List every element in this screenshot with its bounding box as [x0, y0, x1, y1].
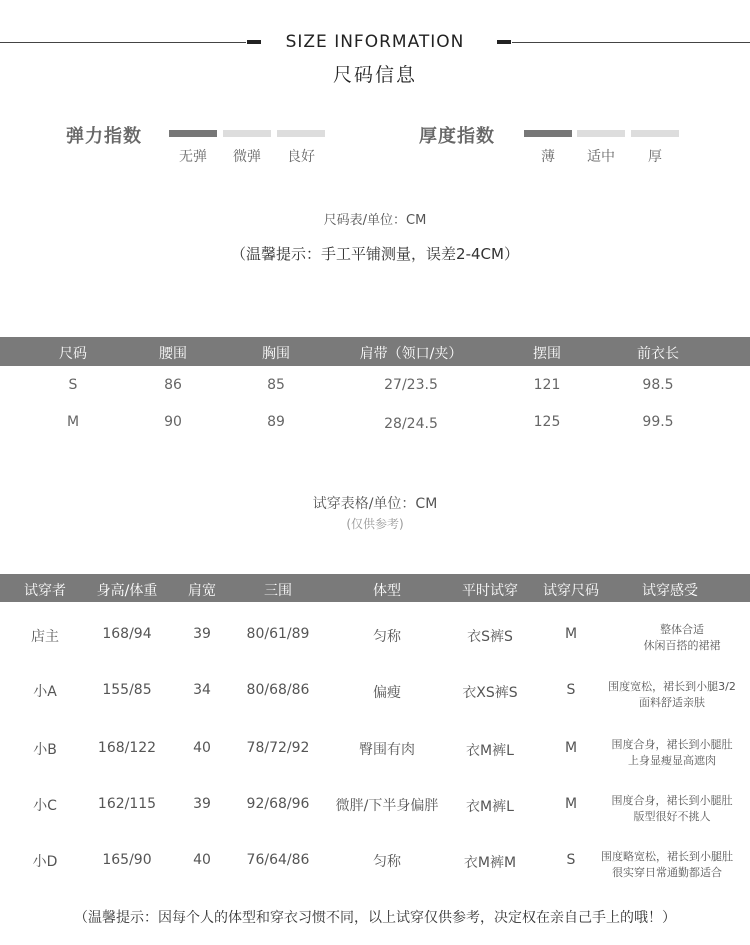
header-dash-right	[497, 40, 511, 44]
fit-cell: 80/68/86	[246, 682, 310, 698]
fit-cell: 偏瘦	[373, 685, 401, 701]
fit-feel-line: 围度合身，裙长到小腿肚	[611, 738, 733, 751]
thickness-bar-3	[631, 130, 679, 137]
fit-feel	[612, 793, 733, 825]
fit-cell: 衣XS裤S	[462, 685, 518, 701]
size-cell: 98.5	[642, 377, 674, 393]
fit-header-cell: 肩宽	[188, 583, 216, 599]
size-cell: 86	[164, 377, 182, 393]
fit-cell: 小C	[33, 798, 57, 814]
fit-cell: 匀称	[373, 854, 401, 870]
fit-cell: 40	[193, 852, 211, 868]
fit-header-cell: 身高/体重	[96, 583, 158, 599]
fit-cell: 168/94	[102, 626, 152, 642]
size-cell: M	[66, 414, 80, 430]
elasticity-option-3: 良好	[287, 149, 315, 165]
fit-cell: 40	[193, 740, 211, 756]
fit-cell: 小B	[33, 742, 57, 758]
thickness-option-1: 薄	[541, 149, 555, 165]
fit-cell: 39	[193, 626, 211, 642]
fit-cell: 衣S裤S	[467, 629, 513, 645]
fit-cell: 162/115	[97, 796, 157, 812]
size-cell: 85	[267, 377, 285, 393]
fit-feel-line: 休闲百搭的裙裙	[643, 639, 721, 652]
fit-table-row	[0, 622, 750, 656]
elasticity-option-1: 无弹	[179, 149, 207, 165]
fit-cell: 小D	[32, 854, 58, 870]
elasticity-bar-2	[223, 130, 271, 137]
fit-table-subtitle: (仅供参考)	[346, 517, 404, 531]
elasticity-bar-1	[169, 130, 217, 137]
footer-tip: （温馨提示：因每个人的体型和穿衣习惯不同，以上试穿仅供参考，决定权在亲自己手上的哦！）	[74, 910, 676, 926]
fit-cell: 衣M裤L	[466, 799, 514, 815]
fit-table-row	[0, 737, 750, 771]
elasticity-option-2: 微弹	[233, 149, 261, 165]
fit-table-row	[0, 679, 750, 713]
fit-cell: 小A	[33, 684, 57, 700]
fit-feel	[612, 737, 733, 769]
fit-feel-line: 围度略宽松，裙长到小腿肚	[601, 850, 733, 863]
header-rule-right	[512, 42, 750, 43]
fit-header-cell: 体型	[373, 583, 401, 599]
size-header-cell: 前衣长	[637, 346, 679, 362]
thickness-bar-2	[577, 130, 625, 137]
thickness-label: 厚度指数	[419, 126, 495, 147]
size-cell: 125	[533, 414, 561, 430]
fit-feel-line: 面料舒适亲肤	[638, 696, 705, 709]
fit-table-unit: 试穿表格/单位：CM	[312, 496, 438, 512]
fit-table-header	[0, 574, 750, 602]
title-en: SIZE INFORMATION	[285, 32, 465, 52]
fit-cell: 78/72/92	[246, 740, 310, 756]
size-header-cell: 腰围	[159, 346, 187, 362]
size-cell: 121	[533, 377, 561, 393]
size-cell: S	[68, 377, 78, 393]
size-header-cell: 摆围	[533, 346, 561, 362]
size-table-row	[0, 377, 750, 397]
fit-feel-line: 很实穿日常通勤都适合	[612, 866, 722, 879]
fit-feel	[608, 679, 736, 711]
fit-header-cell: 试穿者	[24, 583, 66, 599]
fit-table-row	[0, 793, 750, 827]
fit-feel-line: 整体合适	[660, 623, 704, 636]
fit-feel	[601, 849, 733, 881]
fit-cell: M	[564, 740, 578, 756]
fit-cell: 臀围有肉	[359, 742, 415, 758]
size-cell: 99.5	[642, 414, 674, 430]
fit-cell: 76/64/86	[246, 852, 310, 868]
fit-cell: 92/68/96	[246, 796, 310, 812]
size-table-header	[0, 337, 750, 366]
fit-cell: 微胖/下半身偏胖	[335, 798, 439, 814]
fit-header-cell: 平时试穿	[462, 583, 518, 599]
fit-cell: 39	[193, 796, 211, 812]
fit-cell: S	[566, 682, 576, 698]
size-table-tip: （温馨提示：手工平铺测量，误差2-4CM）	[231, 245, 519, 263]
fit-cell: 34	[193, 682, 211, 698]
size-header-cell: 尺码	[59, 346, 87, 362]
fit-table-row	[0, 849, 750, 883]
fit-cell: 168/122	[97, 740, 157, 756]
size-header-cell: 肩带（领口/夹）	[359, 346, 463, 362]
fit-feel-line: 上身显瘦显高遮肉	[628, 754, 716, 767]
size-table-unit: 尺码表/单位：CM	[323, 213, 427, 228]
thickness-option-3: 厚	[648, 149, 662, 165]
fit-cell: 衣M裤L	[466, 743, 514, 759]
thickness-bar-1	[524, 130, 572, 137]
fit-cell: M	[564, 796, 578, 812]
fit-cell: 匀称	[373, 629, 401, 645]
fit-feel-line: 围度宽松，裙长到小腿3/2	[608, 680, 736, 693]
elasticity-label: 弹力指数	[66, 126, 142, 147]
fit-cell: M	[564, 626, 578, 642]
fit-header-cell: 三围	[264, 583, 292, 599]
fit-cell: 80/61/89	[246, 626, 310, 642]
fit-header-cell: 试穿感受	[642, 583, 698, 599]
fit-feel	[644, 622, 721, 654]
fit-feel-line: 围度合身，裙长到小腿肚	[611, 794, 733, 807]
fit-cell: 衣M裤M	[463, 855, 517, 871]
fit-cell: S	[566, 852, 576, 868]
thickness-option-2: 适中	[587, 149, 615, 165]
size-table-row	[0, 414, 750, 434]
size-cell: 90	[164, 414, 182, 430]
title-zh: 尺码信息	[332, 64, 417, 86]
fit-cell: 155/85	[102, 682, 152, 698]
fit-cell: 165/90	[102, 852, 152, 868]
size-cell: 27/23.5	[384, 377, 438, 393]
fit-feel-line: 版型很好不挑人	[633, 810, 711, 823]
fit-header-cell: 试穿尺码	[543, 583, 599, 599]
fit-cell: 店主	[31, 629, 59, 645]
size-cell: 89	[267, 414, 285, 430]
size-header-cell: 胸围	[262, 346, 290, 362]
elasticity-bar-3	[277, 130, 325, 137]
size-cell: 28/24.5	[384, 416, 438, 432]
